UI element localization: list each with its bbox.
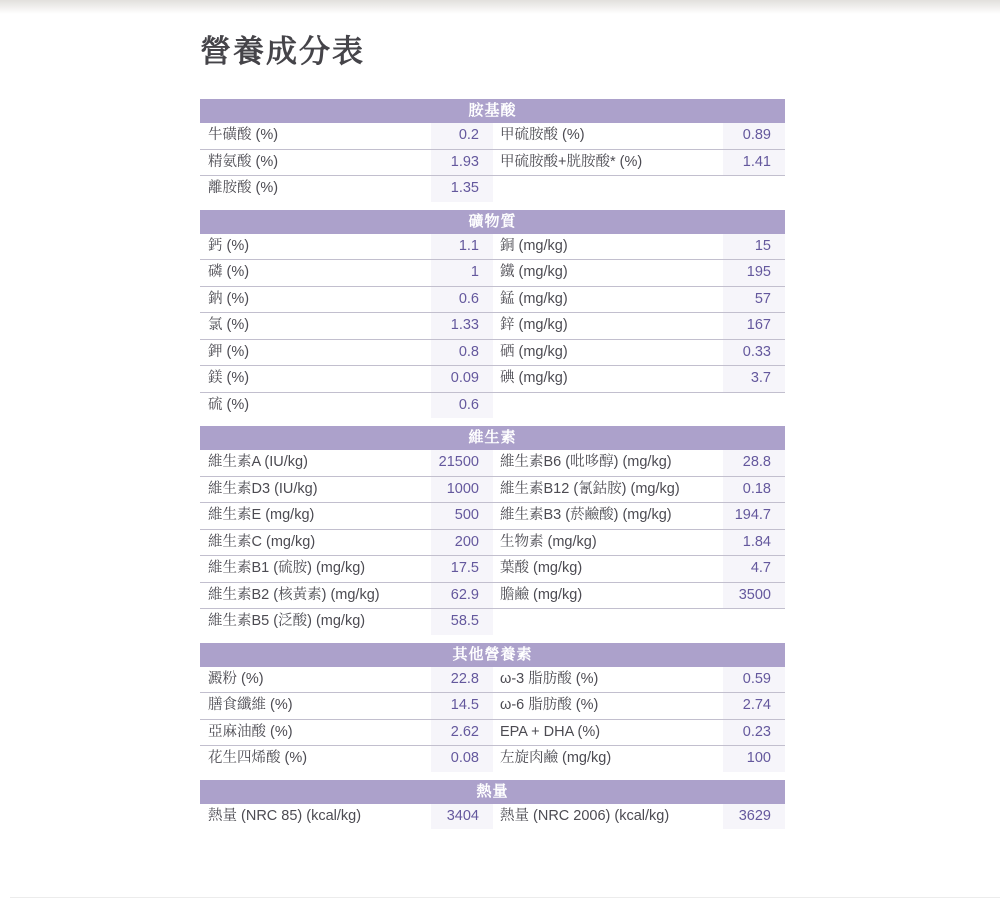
nutrient-label: 鋅 (mg/kg) <box>500 317 568 333</box>
nutrient-label: 甲硫胺酸+胱胺酸* (%) <box>500 153 643 170</box>
nutrient-value: 195 <box>723 260 785 286</box>
nutrient-value: 1.93 <box>431 150 493 176</box>
nutrient-value: 2.74 <box>723 693 785 719</box>
nutrient-value: 0.59 <box>723 667 785 693</box>
nutrient-label: 離胺酸 (%) <box>208 180 279 196</box>
table-row <box>200 176 785 202</box>
top-shadow <box>0 0 1000 14</box>
nutrient-value: 194.7 <box>723 503 785 529</box>
table-row <box>200 530 785 557</box>
nutrient-value: 14.5 <box>431 693 493 719</box>
nutrient-value: 3.7 <box>723 366 785 392</box>
nutrient-label: 銅 (mg/kg) <box>500 237 568 254</box>
nutrient-value: 21500 <box>431 450 493 476</box>
nutrient-value: 1.41 <box>723 150 785 176</box>
nutrition-tables <box>200 99 785 837</box>
nutrient-label: 左旋肉鹼 (mg/kg) <box>500 750 612 766</box>
table-row <box>200 123 785 150</box>
nutrient-label: 磷 (%) <box>208 264 250 280</box>
nutrient-value: 1000 <box>431 477 493 503</box>
nutrient-label: 葉酸 (mg/kg) <box>500 560 583 576</box>
nutrient-label: 硒 (mg/kg) <box>500 343 568 360</box>
nutrient-value: 57 <box>723 287 785 313</box>
section-header: 胺基酸 <box>200 99 785 123</box>
nutrient-value: 167 <box>723 313 785 339</box>
nutrient-label: 鈣 (%) <box>208 237 250 254</box>
nutrient-value: 0.08 <box>431 746 493 772</box>
nutrient-value: 3629 <box>723 804 785 830</box>
nutrient-label: 精氨酸 (%) <box>208 153 279 170</box>
nutrient-value: 100 <box>723 746 785 772</box>
section-header: 維生素 <box>200 426 785 450</box>
section-header: 其他營養素 <box>200 643 785 667</box>
table-row <box>200 313 785 340</box>
table-row <box>200 366 785 393</box>
table-row <box>200 287 785 314</box>
nutrition-section <box>200 780 785 830</box>
section-header: 礦物質 <box>200 210 785 234</box>
nutrient-value: 1.35 <box>431 176 493 202</box>
nutrient-value: 1.33 <box>431 313 493 339</box>
nutrient-label: 熱量 (NRC 2006) (kcal/kg) <box>500 807 670 824</box>
nutrient-label <box>493 609 723 635</box>
nutrition-section <box>200 426 785 635</box>
nutrient-label: 鎂 (%) <box>208 370 250 386</box>
nutrient-label: 硫 (%) <box>208 396 250 413</box>
table-row <box>200 234 785 261</box>
nutrient-label: 維生素B6 (吡哆醇) (mg/kg) <box>500 454 672 470</box>
nutrient-label: 維生素A (IU/kg) <box>208 454 308 470</box>
nutrient-value: 0.09 <box>431 366 493 392</box>
nutrient-label: 膽鹼 (mg/kg) <box>500 586 583 603</box>
nutrient-label: 維生素B2 (核黃素) (mg/kg) <box>208 586 380 603</box>
nutrition-section <box>200 99 785 202</box>
nutrient-value: 2.62 <box>431 720 493 746</box>
nutrient-value: 3500 <box>723 583 785 609</box>
nutrient-label: 鉀 (%) <box>208 343 250 360</box>
nutrient-value: 58.5 <box>431 609 493 635</box>
table-row <box>200 720 785 747</box>
nutrient-label: 甲硫胺酸 (%) <box>500 127 585 143</box>
table-row <box>200 804 785 830</box>
nutrient-value: 0.33 <box>723 340 785 366</box>
nutrient-value <box>723 609 785 635</box>
table-row <box>200 556 785 583</box>
table-row <box>200 477 785 504</box>
nutrient-value: 0.6 <box>431 393 493 419</box>
nutrient-label: 維生素D3 (IU/kg) <box>208 480 318 497</box>
nutrient-value: 22.8 <box>431 667 493 693</box>
nutrient-label: 碘 (mg/kg) <box>500 370 568 386</box>
table-row <box>200 503 785 530</box>
nutrient-value: 0.18 <box>723 477 785 503</box>
table-row <box>200 260 785 287</box>
nutrient-value: 1.1 <box>431 234 493 260</box>
nutrient-value <box>723 393 785 419</box>
nutrient-value: 0.2 <box>431 123 493 149</box>
nutrient-label: 維生素B1 (硫胺) (mg/kg) <box>208 560 366 576</box>
nutrient-label: ω-3 脂肪酸 (%) <box>500 670 599 687</box>
nutrient-label: 澱粉 (%) <box>208 670 264 687</box>
table-row <box>200 609 785 635</box>
nutrient-label: 鈉 (%) <box>208 290 250 307</box>
table-row <box>200 150 785 177</box>
nutrition-section <box>200 643 785 772</box>
nutrient-value: 0.6 <box>431 287 493 313</box>
table-row <box>200 746 785 772</box>
page-title: 營養成分表 <box>200 34 365 69</box>
table-row <box>200 393 785 419</box>
nutrient-value: 28.8 <box>723 450 785 476</box>
nutrient-label: ω-6 脂肪酸 (%) <box>500 697 599 713</box>
nutrient-label <box>493 393 723 419</box>
nutrient-value: 15 <box>723 234 785 260</box>
nutrient-label: 氯 (%) <box>208 317 250 333</box>
nutrient-label: 維生素B5 (泛酸) (mg/kg) <box>208 613 366 629</box>
nutrient-value: 0.8 <box>431 340 493 366</box>
nutrient-label: 鐵 (mg/kg) <box>500 264 568 280</box>
nutrient-value: 4.7 <box>723 556 785 582</box>
nutrient-label: 熱量 (NRC 85) (kcal/kg) <box>208 807 362 824</box>
table-row <box>200 340 785 367</box>
nutrient-value: 1.84 <box>723 530 785 556</box>
nutrient-label: 膳食纖維 (%) <box>208 697 293 713</box>
table-row <box>200 693 785 720</box>
nutrient-label: 維生素C (mg/kg) <box>208 533 316 550</box>
nutrient-label: 生物素 (mg/kg) <box>500 533 597 550</box>
nutrient-label: 錳 (mg/kg) <box>500 290 568 307</box>
nutrient-value: 500 <box>431 503 493 529</box>
nutrient-label: 維生素E (mg/kg) <box>208 507 315 523</box>
nutrient-label: 維生素B12 (氰鈷胺) (mg/kg) <box>500 480 680 497</box>
nutrient-label: 維生素B3 (菸鹼酸) (mg/kg) <box>500 507 672 523</box>
table-row <box>200 667 785 694</box>
bottom-divider <box>10 897 1000 898</box>
nutrient-label: 牛磺酸 (%) <box>208 127 279 143</box>
nutrient-value: 3404 <box>431 804 493 830</box>
nutrient-value: 1 <box>431 260 493 286</box>
section-header: 熱量 <box>200 780 785 804</box>
nutrient-value: 62.9 <box>431 583 493 609</box>
nutrient-label: EPA + DHA (%) <box>500 723 601 740</box>
nutrient-value <box>723 176 785 202</box>
nutrient-value: 17.5 <box>431 556 493 582</box>
table-row <box>200 450 785 477</box>
nutrient-label: 花生四烯酸 (%) <box>208 750 308 766</box>
nutrient-value: 200 <box>431 530 493 556</box>
table-row <box>200 583 785 610</box>
nutrient-label <box>493 176 723 202</box>
nutrient-value: 0.89 <box>723 123 785 149</box>
nutrient-label: 亞麻油酸 (%) <box>208 723 293 740</box>
nutrient-value: 0.23 <box>723 720 785 746</box>
nutrition-section <box>200 210 785 419</box>
